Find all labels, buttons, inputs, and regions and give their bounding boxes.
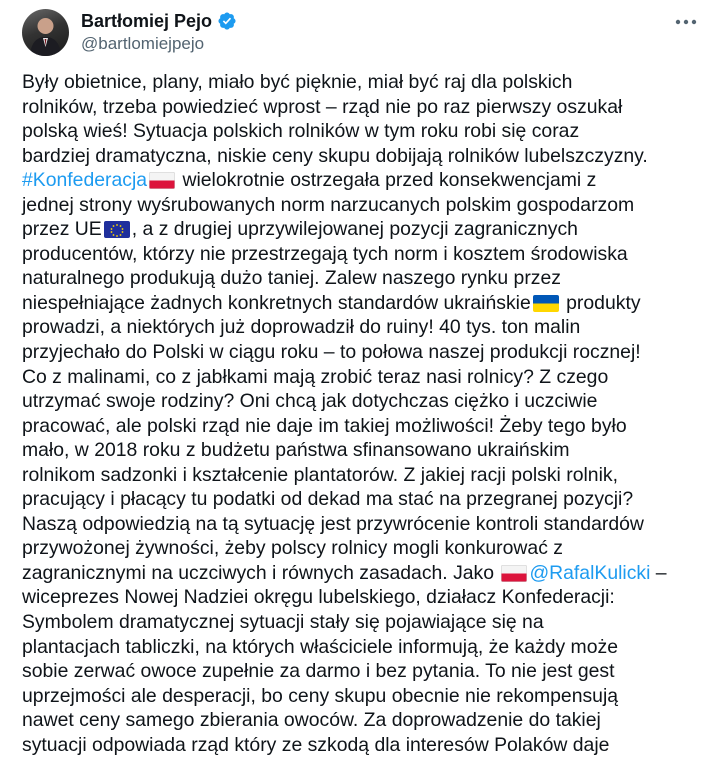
poland-flag-icon xyxy=(149,172,175,189)
tweet-line: niespełniające żadnych konkretnych standardów ukraińskie produkty xyxy=(22,291,641,314)
hashtag-link[interactable]: #Konfederacja xyxy=(22,169,148,192)
author-names xyxy=(81,10,237,55)
tweet-line: uprzejmości ale desperacji, bo ceny skupu obecnie nie rekompensują xyxy=(22,684,619,707)
tweet-line: przez UE , a z drugiej uprzywilejowanej pozycji zagranicznych xyxy=(22,218,578,241)
poland-flag-icon xyxy=(501,565,527,582)
tweet-text xyxy=(22,70,706,757)
tweet-line: mało, w 2018 roku z budżetu państwa sfinansowano ukraińskim xyxy=(22,439,570,462)
tweet-line: Co z malinami, co z jabłkami mają zrobić teraz nasi rolnicy? Z czego xyxy=(22,365,609,388)
author-display-name[interactable]: Bartłomiej Pejo xyxy=(81,10,213,31)
tweet-line: jednej strony wyśrubowanych norm narzucanych polskim gospodarzom xyxy=(22,193,635,216)
tweet-line: producentów, którzy nie przestrzegają tych norm i kosztem środowiska xyxy=(22,242,628,265)
tweet-line: przyjechało do Polski w ciągu roku – to połowa naszej produkcji rocznej! xyxy=(22,341,641,364)
avatar[interactable] xyxy=(22,9,69,56)
tweet-line: rolnikom sadzonki i kształcenie plantatorów. Z jakiej racji polski rolnik, xyxy=(22,463,618,486)
tweet-line: pracujący i płacący tu podatki od dekad ma stać na przegranej pozycji? xyxy=(22,488,634,511)
avatar-portrait-icon xyxy=(22,9,69,56)
tweet-line: sobie zerwać owoce zupełnie za darmo i bez pytania. To nie jest gest xyxy=(22,660,615,683)
tweet-line: plantacjach tabliczki, na których właściciele informują, że każdy może xyxy=(22,635,618,658)
tweet-line: Naszą odpowiedzią na tą sytuację jest przywrócenie kontroli standardów xyxy=(22,512,644,535)
verified-badge-icon xyxy=(217,11,237,31)
tweet-line: Symbolem dramatycznej sytuacji stały się pojawiające się na xyxy=(22,611,544,634)
tweet-line: utrzymać swoje rodziny? Oni chcą jak dotychczas ciężko i uczciwie xyxy=(22,390,598,413)
tweet-line: wiceprezes Nowej Nadziei okręgu lubelskiego, działacz Konfederacji: xyxy=(22,586,615,609)
ukraine-flag-icon xyxy=(533,295,559,312)
tweet-line: sytuacji odpowiada rząd który ze szkodą dla interesów Polaków daje xyxy=(22,733,610,756)
eu-flag-icon xyxy=(104,221,130,238)
tweet-line: rolników, trzeba powiedzieć wprost – rząd nie po raz pierwszy oszukał xyxy=(22,95,623,118)
tweet-line: #Konfederacja wielokrotnie ostrzegała przed konsekwencjami z xyxy=(22,169,597,192)
tweet-line: polską wieś! Sytuacja polskich rolników w tym roku robi się coraz xyxy=(22,120,580,143)
more-options-icon[interactable] xyxy=(674,10,698,34)
tweet-line: Były obietnice, plany, miało być pięknie, miał być raj dla polskich xyxy=(22,71,573,93)
tweet-line: zagranicznymi na uczciwych i równych zasadach. Jako @RafalKulicki – xyxy=(22,561,667,584)
tweet-line: bardziej dramatyczna, niskie ceny skupu dobijają rolników lubelszczyzny. xyxy=(22,144,648,167)
tweet-line: naturalnego produkują dużo taniej. Zalew naszego rynku przez xyxy=(22,267,561,290)
tweet-line: prowadzi, a niektórych już doprowadził do ruiny! 40 tys. ton malin xyxy=(22,316,581,339)
tweet-line: przywożonej żywności, żeby polscy rolnicy mogli konkurować z xyxy=(22,537,563,560)
mention-link[interactable]: @RafalKulicki xyxy=(529,561,651,584)
tweet-header xyxy=(22,8,237,56)
author-handle[interactable]: @bartlomiejpejo xyxy=(81,33,205,53)
tweet-line: pracować, ale polski rząd nie daje im takiej możliwości! Żeby tego było xyxy=(22,414,627,437)
name-row xyxy=(81,10,237,32)
tweet-line: nawet ceny samego zbierania owoców. Za doprowadzenie do takiej xyxy=(22,709,601,732)
